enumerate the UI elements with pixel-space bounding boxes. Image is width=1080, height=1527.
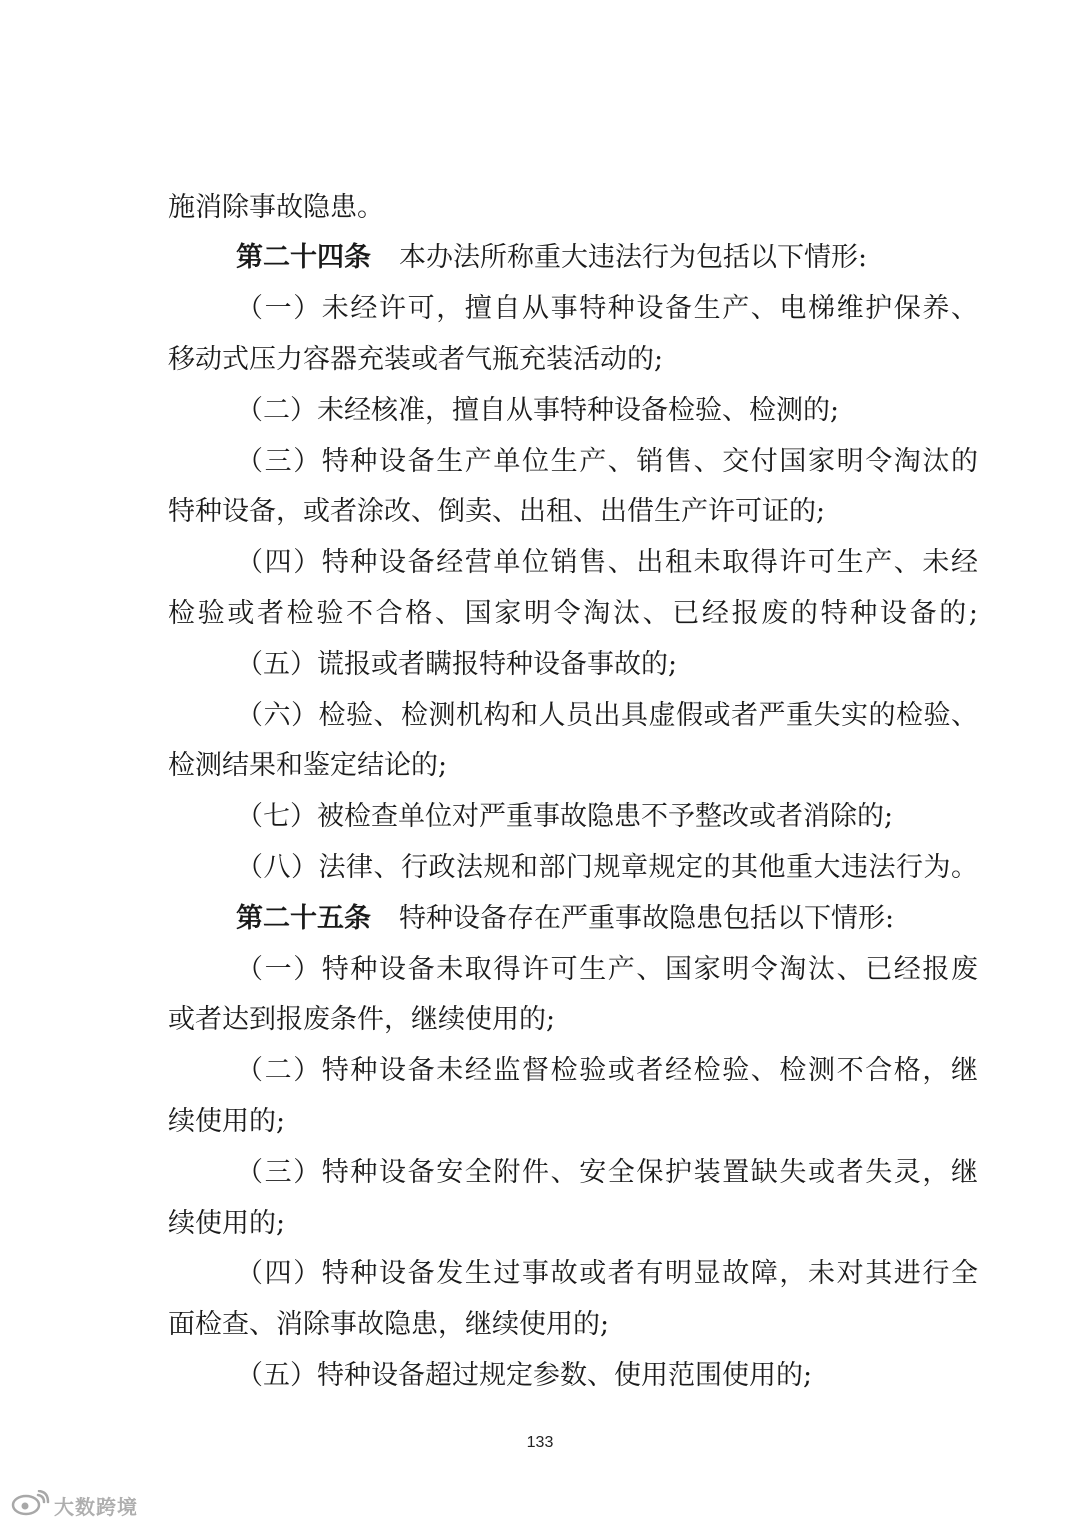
paragraph-line: 移动式压力容器充装或者气瓶充装活动的; xyxy=(168,344,664,375)
paragraph-line: （三）特种设备安全附件、安全保护装置缺失或者失灵，继 xyxy=(236,1157,978,1188)
paragraph-line: （八）法律、行政法规和部门规章规定的其他重大违法行为。 xyxy=(236,852,978,883)
watermark-text: 大数跨境 xyxy=(54,1494,138,1519)
watermark xyxy=(10,1490,138,1520)
weibo-logo-icon xyxy=(10,1490,54,1521)
paragraph-line: 或者达到报废条件，继续使用的; xyxy=(168,1004,556,1035)
article-title: 第二十五条 xyxy=(236,903,371,934)
paragraph-line: 续使用的; xyxy=(168,1106,286,1137)
paragraph-line: （一）特种设备未取得许可生产、国家明令淘汰、已经报废 xyxy=(236,954,978,985)
paragraph-line: （四）特种设备发生过事故或者有明显故障，未对其进行全 xyxy=(236,1258,978,1289)
paragraph-line: 面检查、消除事故隐患，继续使用的; xyxy=(168,1309,610,1340)
paragraph-line: （五）特种设备超过规定参数、使用范围使用的; xyxy=(236,1360,813,1391)
article-title: 第二十四条 xyxy=(236,242,371,273)
page-number: 133 xyxy=(526,1434,554,1451)
paragraph-line: （二）特种设备未经监督检验或者经检验、检测不合格，继 xyxy=(236,1055,978,1086)
paragraph-line: 检测结果和鉴定结论的; xyxy=(168,750,448,781)
paragraph-line: 施消除事故隐患。 xyxy=(168,192,384,223)
paragraph-line: 特种设备，或者涂改、倒卖、出租、出借生产许可证的; xyxy=(168,496,826,527)
paragraph-line: （六）检验、检测机构和人员出具虚假或者严重失实的检验、 xyxy=(236,700,978,731)
article-24-heading-line: 第二十四条 本办法所称重大违法行为包括以下情形: xyxy=(236,242,868,273)
paragraph-line: 续使用的; xyxy=(168,1208,286,1239)
paragraph-line: （二）未经核准，擅自从事特种设备检验、检测的; xyxy=(236,395,840,426)
paragraph-line: （一）未经许可，擅自从事特种设备生产、电梯维护保养、 xyxy=(236,293,978,324)
paragraph-line: （三）特种设备生产单位生产、销售、交付国家明令淘汰的 xyxy=(236,446,978,477)
paragraph-line: （五）谎报或者瞒报特种设备事故的; xyxy=(236,649,678,680)
paragraph-line: 检验或者检验不合格、国家明令淘汰、已经报废的特种设备的; xyxy=(168,598,978,629)
article-25-heading-line: 第二十五条 特种设备存在严重事故隐患包括以下情形: xyxy=(236,903,895,934)
paragraph-line: （四）特种设备经营单位销售、出租未取得许可生产、未经 xyxy=(236,547,978,578)
paragraph-line: （七）被检查单位对严重事故隐患不予整改或者消除的; xyxy=(236,801,894,832)
